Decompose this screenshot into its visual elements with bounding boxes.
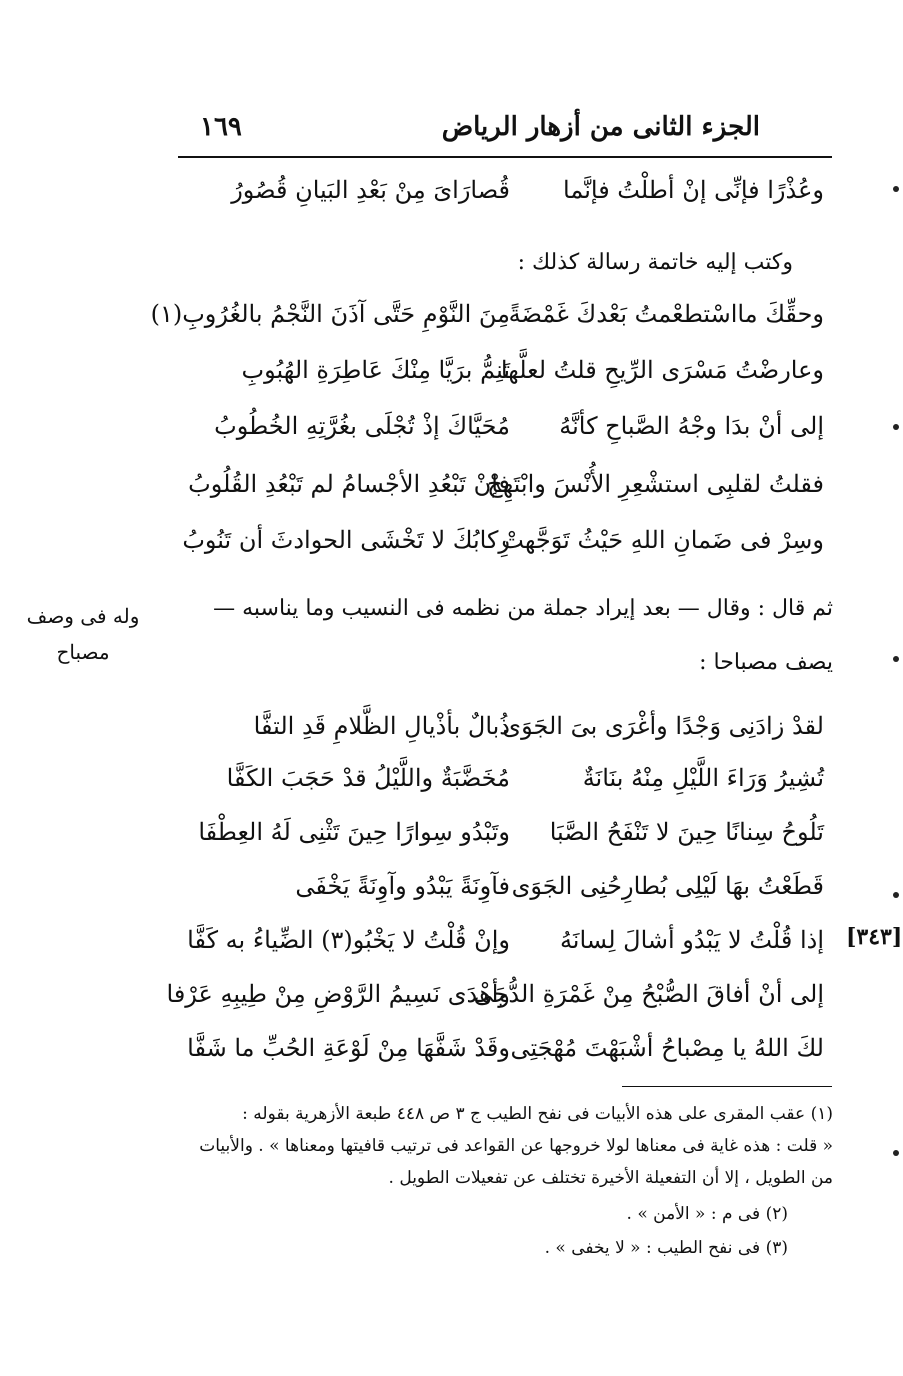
margin-mark bbox=[893, 1150, 899, 1156]
footnote-line: (١) عقب المقرى على هذه الأبيات فى نفح الطيب ج ٣ ص ٤٤٨ طبعة الأزهرية بقوله : bbox=[242, 1104, 833, 1124]
verse-first-hemistich: لكَ اللهُ يا مِصْباحُ أشْبَهْتَ مُهْجَتِى bbox=[510, 1034, 824, 1062]
verse-second-hemistich: وقَدْ شَفَّهَا مِنْ لَوْعَةِ الحُبِّ ما شَفَّا bbox=[187, 1034, 510, 1062]
verse-first-hemistich: تُشِيرُ وَرَاءَ اللَّيْلِ مِنْهُ بنَانَةٌ bbox=[582, 764, 824, 792]
verse-second-hemistich: مُخَضَّبَةٌ واللَّيْلُ قدْ حَجَبَ الكَفَّا bbox=[226, 764, 510, 792]
margin-mark bbox=[893, 656, 899, 662]
running-header bbox=[180, 112, 830, 156]
verse-second-hemistich: وتَبْدُو سِوارًا حِينَ تَثْنِى لَهُ العِطْفَا bbox=[198, 818, 510, 846]
footnote-line: (٢) فى م : « الأمن » . bbox=[626, 1204, 788, 1224]
verse-second-hemistich: مُحَيَّاكَ إذْ تُجْلَى بغُرَّتِهِ الخُطُوبُ bbox=[214, 412, 510, 440]
verse-second-hemistich: قُصارَاىَ مِنْ بَعْدِ البَيانِ قُصُورُ bbox=[231, 176, 510, 204]
verse-line bbox=[180, 1034, 830, 1084]
verse-line bbox=[180, 176, 830, 226]
prose-line: ثم قال : وقال — بعد إيراد جملة من نظمه فى النسيب وما يناسبه — bbox=[213, 596, 833, 621]
verse-second-hemistich: تَنِمُّ برَيَّا مِنْكَ عَاطِرَةِ الهُبُوبِ bbox=[241, 356, 510, 384]
verse-first-hemistich: قَطَعْتُ بهَا لَيْلِى بُطارِحُنِى الجَوَى bbox=[511, 872, 824, 900]
footnote-line: (٣) فى نفح الطيب : « لا يخفى » . bbox=[544, 1238, 788, 1258]
intro-line: وكتب إليه خاتمة رسالة كذلك : bbox=[517, 250, 793, 275]
verse-second-hemistich: وأهْدَى نَسِيمُ الرَّوْضِ مِنْ طِيبِهِ عَرْفا bbox=[166, 980, 510, 1008]
verse-line bbox=[180, 412, 830, 462]
verse-second-hemistich: مِنَ النَّوْمِ حَتَّى آذَنَ النَّجْمُ بالغُرُوبِ(١) bbox=[150, 300, 510, 328]
prose-line: يصف مصباحا : bbox=[699, 650, 833, 675]
verse-line bbox=[166, 980, 830, 1030]
page-number: ١٦٩ bbox=[200, 112, 242, 142]
verse-first-hemistich: فقلتُ لقلبِى استشْعِرِ الأُنْسَ وابْتَهِجْ bbox=[487, 470, 824, 498]
margin-note bbox=[18, 598, 148, 670]
footnote-rule bbox=[622, 1086, 832, 1087]
verse-second-hemistich: وإنْ قُلْتُ لا يَخْبُو(٣) الضِّياءُ به كَفَّا bbox=[187, 926, 510, 954]
verse-first-hemistich: وحقِّكَ مااسْتطعْمتُ بَعْدكَ غَمْضَةً bbox=[508, 300, 824, 328]
margin-page-number: [٣٤٣] bbox=[846, 924, 903, 950]
verse-first-hemistich: لقدْ زادَنِى وَجْدًا وأغْرَى بىَ الجَوَى bbox=[502, 712, 824, 740]
verse-line bbox=[180, 526, 830, 576]
verse-line bbox=[180, 818, 830, 868]
verse-line bbox=[180, 356, 830, 406]
margin-mark bbox=[893, 186, 899, 192]
running-title: الجزء الثانى من أزهار الرياض bbox=[441, 112, 760, 142]
verse-second-hemistich: فآوِنَةً يَبْدُو وآوِنَةً يَخْفَى bbox=[295, 872, 510, 900]
verse-second-hemistich: رِكابُكَ لا تَخْشَى الحوادثَ أن تَنُوبُ bbox=[182, 526, 510, 554]
verse-first-hemistich: إلى أنْ أفاقَ الصُّبْحُ مِنْ غَمْرَةِ الدُّجَى bbox=[473, 980, 824, 1008]
verse-first-hemistich: وعُذْرًا فإنِّى إنْ أطلْتُ فإنَّما bbox=[563, 176, 824, 204]
verse-first-hemistich: إلى أنْ بدَا وجْهُ الصَّباحِ كأنَّهُ bbox=[559, 412, 824, 440]
margin-note-line: وله فى وصف bbox=[26, 604, 140, 628]
margin-note-line: مصباح bbox=[56, 640, 110, 664]
footnote-line: من الطويل ، إلا أن التفعيلة الأخيرة تختلف عن تفعيلات الطويل . bbox=[388, 1168, 833, 1188]
verse-first-hemistich: وعارضْتُ مَسْرَى الرِّيحِ قلتُ لعلَّها bbox=[500, 356, 824, 384]
verse-second-hemistich: فإنْ تَبْعُدِ الأجْسامُ لم تَبْعُدِ القُلُوبُ bbox=[188, 470, 510, 498]
verse-second-hemistich: ذُبالٌ بأذْيالِ الظَّلامِ قَدِ التفَّا bbox=[253, 712, 510, 740]
verse-line bbox=[180, 470, 830, 520]
verse-first-hemistich: إذا قُلْتُ لا يَبْدُو أشالَ لِسانَهُ bbox=[559, 926, 824, 954]
verse-line bbox=[180, 926, 830, 976]
verse-first-hemistich: وسِرْ فى ضَمانِ اللهِ حَيْثُ تَوَجَّهتْ bbox=[501, 526, 824, 554]
margin-mark bbox=[893, 892, 899, 898]
verse-line bbox=[180, 764, 830, 814]
verse-line bbox=[150, 300, 830, 350]
verse-first-hemistich: تَلُوحُ سِنانًا حِينَ لا تَنْفَحُ الصَّبَا bbox=[549, 818, 824, 846]
footnote-line: « قلت : هذه غاية فى معناها لولا خروجها عن القواعد فى ترتيب قافيتها ومعناها » . والأبيات bbox=[199, 1136, 833, 1156]
verse-line bbox=[180, 872, 830, 922]
margin-mark bbox=[893, 424, 899, 430]
header-rule bbox=[178, 156, 832, 158]
verse-line bbox=[180, 712, 830, 762]
